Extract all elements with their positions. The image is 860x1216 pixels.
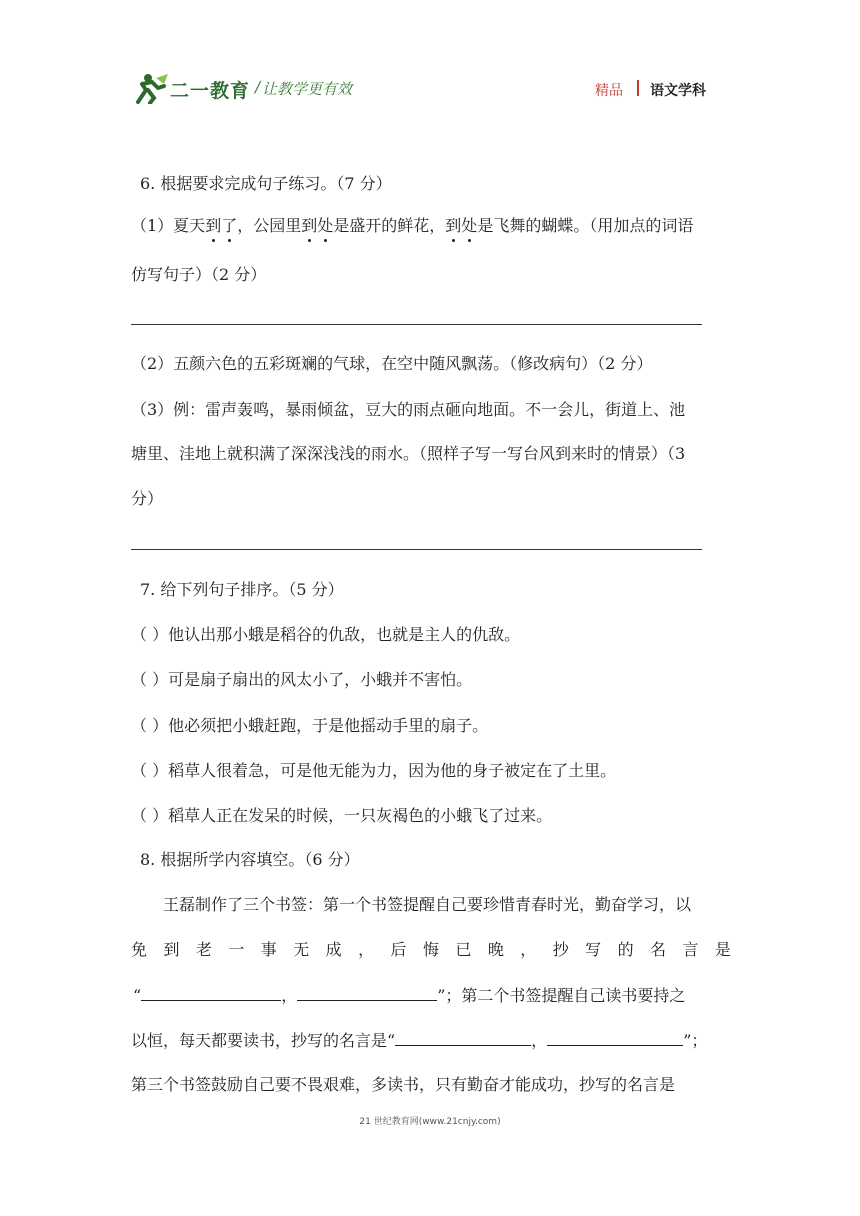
q8-line4-end: ”； [683,1031,708,1050]
q6-p1-text-b: ，公园里 [237,216,302,235]
q8-line3 [133,986,685,1006]
justified-char: 抄 [552,940,569,959]
fill-blank[interactable] [141,986,281,1001]
justified-char: 成 [325,940,342,959]
justified-char: 已 [455,940,472,959]
dotted-char: 处 [461,216,478,235]
fill-blank[interactable] [395,1031,531,1046]
logo-text: 二一教育 [170,80,251,102]
q6-title: 6. 根据要求完成句子练习。（7 分） [140,174,392,193]
q7-item: （ ）他认出那小蛾是稻谷的仇敌，也就是主人的仇敌。 [131,625,521,644]
q8-line2 [131,940,731,960]
dotted-char: 了 [221,216,238,235]
fill-blank[interactable] [297,986,437,1001]
justified-char: 的 [617,940,634,959]
q6-p1-text-c: 是盛开的鲜花， [333,216,446,235]
q7-item: （ ）可是扇子扇出的风太小了，小蛾并不害怕。 [131,670,473,689]
justified-char: 悔 [422,940,439,959]
justified-char: 免 [131,940,148,959]
dotted-char: 到 [445,216,462,235]
justified-char: 是 [714,940,731,959]
tag-subject: 语文学科 [650,83,706,99]
header-slash: / [255,78,261,96]
q6-part3-line2: 塘里、洼地上就积满了深深浅浅的雨水。（照样子写一写台风到来时的情景）（3 [131,444,686,463]
q8-line4-start: 以恒，每天都要读书，抄写的名言是“ [131,1031,396,1050]
justified-char: 后 [390,940,407,959]
q6-part1-line2: 仿写句子）（2 分） [131,265,267,284]
page-footer: 21 世纪教育网(www.21cnjy.com) [359,1117,501,1127]
answer-line[interactable] [131,549,702,550]
q8-line3-end: ”；第二个书签提醒自己读书要持之 [437,986,686,1005]
q8-title: 8. 根据所学内容填空。（6 分） [140,850,360,869]
q8-line1: 王磊制作了三个书签：第一个书签提醒自己要珍惜青春时光，勤奋学习，以 [163,895,692,914]
q8-line5: 第三个书签鼓励自己要不畏艰难，多读书，只有勤奋才能成功，抄写的名言是 [131,1075,676,1094]
q7-title: 7. 给下列句子排序。（5 分） [140,580,344,599]
page-header [0,0,860,120]
justified-char: 言 [682,940,699,959]
dotted-char: 到 [205,216,222,235]
comma: ， [281,986,298,1005]
answer-line[interactable] [131,324,702,325]
q6-p1-text-d: 是飞舞的蝴蝶。（用加点的词语 [477,216,694,235]
q7-item: （ ）他必须把小蛾赶跑，于是他摇动手里的扇子。 [131,716,489,735]
justified-char: 到 [163,940,180,959]
dotted-char: 处 [317,216,334,235]
justified-char: 一 [228,940,245,959]
quote-open: “ [133,986,142,1005]
justified-char: ， [520,940,537,959]
q8-line4 [131,1031,707,1051]
header-slogan: 让教学更有效 [262,80,353,98]
justified-char: 写 [585,940,602,959]
dotted-char: 到 [301,216,318,235]
q6-part3-line1: （3）例：雷声轰鸣，暴雨倾盆，豆大的雨点砸向地面。不一会儿，街道上、池 [131,400,686,419]
q6-p1-text-a: （1）夏天 [131,216,206,235]
tag-premium: 精品 [595,83,623,99]
q6-part2: （2）五颜六色的五彩斑斓的气球，在空中随风飘荡。（修改病句）（2 分） [131,354,653,373]
justified-char: 名 [650,940,667,959]
fill-blank[interactable] [547,1031,683,1046]
tag-divider [637,80,639,96]
justified-char: 老 [195,940,212,959]
justified-char: ， [358,940,375,959]
justified-char: 事 [260,940,277,959]
comma: ， [531,1031,548,1050]
justified-char: 晚 [487,940,504,959]
q7-item: （ ）稻草人正在发呆的时候，一只灰褐色的小蛾飞了过来。 [131,806,553,825]
q6-part3-line3: 分） [131,489,164,508]
q6-part1-line1 [131,216,693,236]
justified-char: 无 [293,940,310,959]
q7-item: （ ）稻草人很着急，可是他无能为力，因为他的身子被定在了土里。 [131,761,617,780]
